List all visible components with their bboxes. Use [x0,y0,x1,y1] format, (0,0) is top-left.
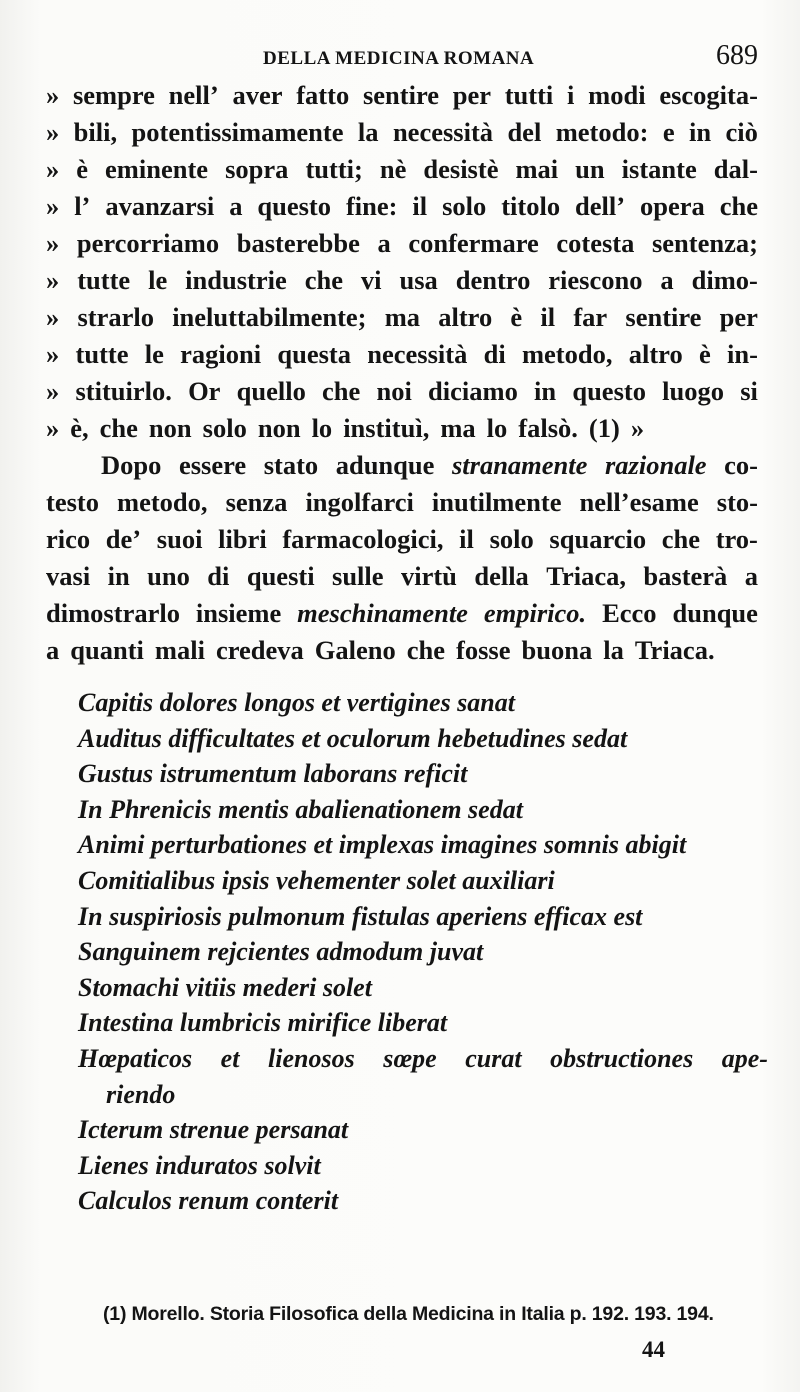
word: è [76,154,89,184]
word: il [540,302,556,332]
verse-line: Gustus istrumentum laborans reficit [78,759,468,789]
word: che [304,265,343,295]
word: dimo- [691,265,758,295]
word: in [534,376,557,406]
word: bili, [73,117,118,147]
text-line [46,228,758,265]
word: sopra [225,154,289,184]
word: meschinamente [297,598,468,628]
word: sto- [716,487,758,517]
text-line [46,524,758,561]
word: ragioni [180,339,262,369]
word: opera [640,191,705,221]
word: Hœpaticos [78,1043,193,1073]
word: fine: [345,191,398,221]
word: libri [218,524,267,554]
text-line [46,376,758,413]
word: fosse [456,635,511,665]
word: virtù [400,561,457,591]
word: per [452,80,491,110]
word: » [46,413,60,443]
word: modi [588,80,646,110]
word: de’ [105,524,142,554]
text-line [46,635,758,672]
word: che [322,376,361,406]
word: testo [46,487,99,517]
verse-line: Comitialibus ipsis vehementer solet auxiliari [78,865,555,895]
word: vi [360,265,382,295]
word: le [148,265,168,295]
word: nè [379,154,407,184]
word: curat [465,1043,522,1073]
word: percorriamo [76,228,220,258]
word: basterebbe [236,228,360,258]
word: i [567,80,575,110]
word: credeva [215,635,304,665]
word: per [719,302,758,332]
verse-line: Animi perturbationes et implexas imagines somnis abigit [78,830,687,860]
word: metodo: [555,117,649,147]
word: falsò. [518,413,578,443]
word: in [689,117,712,147]
word: lienosos [268,1043,355,1073]
word: tutti [504,80,554,110]
word: questo [572,376,646,406]
word: potentissimamente [131,117,344,147]
verse-line: Calculos renum conterit [78,1186,339,1216]
word: riescono [548,265,643,295]
word: solo [489,524,534,554]
word: » [630,413,645,443]
word: altro [628,339,683,369]
word: Triaca. [634,635,715,665]
word: non [148,413,192,443]
word: co- [724,450,758,480]
word: buona [521,635,593,665]
word: altro [438,302,493,332]
word: ciò [725,117,758,147]
text-line [46,413,758,450]
word: rico [46,524,91,554]
word: questa [277,339,351,369]
word: a [377,228,391,258]
text-line [46,561,758,598]
word: a [660,265,674,295]
word: razionale [604,450,707,480]
word: ineluttabilmente; [172,302,367,332]
verse-line: riendo [106,1079,176,1109]
text-line [46,117,758,154]
verse-line: Capitis dolores longos et vertigines sanat [78,688,515,717]
verse-line: Lienes induratos solvit [78,1150,321,1180]
word: la [603,635,624,665]
verse-line: Auditus difficultates et oculorum hebetudines sedat [78,723,628,753]
word: lo [311,413,333,443]
word: inutilmente [431,487,562,517]
word: l’ [74,191,91,221]
text-line [46,450,758,487]
word: sulle [332,561,384,591]
word: uno [147,561,190,591]
text-line [46,154,758,191]
word: » [46,80,60,110]
word: strarlo [77,302,154,332]
word: metodo, [117,487,208,517]
word: desistè [423,154,499,184]
word: la [357,117,379,147]
word: necessità [392,117,494,147]
word: stato [263,450,319,480]
verse-line [78,1044,768,1080]
word: il [459,524,474,554]
word: confermare [408,228,539,258]
word: quanti [70,635,144,665]
verse-line: Intestina lumbricis mirifice liberat [78,1008,448,1038]
word: un [575,154,605,184]
word: dunque [672,598,758,628]
text-line [46,339,758,376]
word: mai [515,154,559,184]
word: sentire [625,302,702,332]
word: a [229,191,243,221]
word: avanzarsi [105,191,215,221]
word: non [257,413,301,443]
word: della [474,561,529,591]
word: solo [442,191,487,221]
word: Galeno [314,635,396,665]
word: tro- [715,524,758,554]
word: sœpe [383,1043,437,1073]
word: necessità [367,339,468,369]
word: in- [726,339,758,369]
word: squarcio [549,524,647,554]
text-line [46,598,758,635]
word: » [46,302,60,332]
word: usa [399,265,438,295]
word: che [661,524,701,554]
word: tutti; [305,154,363,184]
word: di [207,561,230,591]
word: ma [384,302,421,332]
word: titolo [501,191,561,221]
verse-line: Stomachi vitiis mederi solet [78,972,372,1002]
word: di [483,339,506,369]
word: » [46,228,60,258]
word: senza [225,487,288,517]
word: diciamo [428,376,518,406]
word: » [46,376,60,406]
word: che [719,191,758,221]
word: che [406,635,446,665]
word: vasi [46,561,91,591]
verse-line: In suspiriosis pulmonum fistulas aperiens efficax est [78,901,643,931]
word: e [662,117,675,147]
word: suoi [156,524,203,554]
word: noi [376,376,412,406]
word: questi [246,561,315,591]
word: fatto [296,80,350,110]
word: Or [188,376,221,406]
word: si [740,376,758,406]
word: luogo [662,376,725,406]
word: è [510,302,523,332]
word: istante [621,154,697,184]
word: » [46,265,60,295]
verse-line: Icterum strenue persanat [78,1115,349,1145]
word: obstructiones [550,1043,694,1073]
text-line [46,265,758,302]
word: Dopo [101,450,162,480]
word: » [46,154,60,184]
running-head: DELLA MEDICINA ROMANA [263,48,535,69]
word: mali [154,635,205,665]
word: sentire [362,80,439,110]
word: adunque [335,450,435,480]
word: » [46,117,60,147]
word: sentenza; [651,228,758,258]
word: che [99,413,138,443]
word: basterà [643,561,728,591]
word: cotesta [556,228,635,258]
word: solo [202,413,247,443]
word: ape- [721,1043,768,1073]
text-line [46,302,758,339]
page-number: 689 [716,40,758,71]
word: instituì, [343,413,430,443]
word: ingolfarci [305,487,414,517]
page-header [48,40,760,76]
word: sempre [72,80,155,110]
word: quello [236,376,306,406]
word: stranamente [451,450,588,480]
word: empirico. [483,598,587,628]
word: a [744,561,758,591]
word: essere [178,450,247,480]
word: Triaca, [546,561,626,591]
word: metodo, [521,339,613,369]
word: farmacologici, [282,524,444,554]
word: tutte [75,339,129,369]
word: insieme [195,598,282,628]
word: dal- [713,154,758,184]
verse-line: In Phrenicis mentis abalienationem sedat [78,794,523,824]
word: è [698,339,711,369]
word: aver [232,80,283,110]
word: eminente [105,154,209,184]
word: far [573,302,608,332]
word: a [46,635,60,665]
word: le [144,339,164,369]
footnote: (1) Morello. Storia Filosofica della Medicina in Italia p. 192. 193. 194. [103,1303,714,1325]
main-text [46,80,758,672]
word: in [107,561,130,591]
word: » [46,339,60,369]
word: escogita- [659,80,758,110]
text-line [46,80,758,117]
word: dentro [455,265,531,295]
verse-line: Sanguinem rejcientes admodum juvat [78,937,484,967]
word: è, [70,413,89,443]
word: (1) [588,413,620,443]
word: dell’ [575,191,626,221]
word: stituirlo. [75,376,172,406]
word: del [507,117,542,147]
word: tutte [77,265,131,295]
word: » [46,191,60,221]
word: lo [486,413,508,443]
latin-verse-list [78,688,768,1222]
word: et [220,1043,240,1073]
word: questo [257,191,332,221]
word: Ecco [602,598,657,628]
word: nell’ [168,80,219,110]
word: ma [440,413,476,443]
word: industrie [185,265,287,295]
word: dimostrarlo [46,598,180,628]
text-line [46,487,758,524]
signature-mark: 44 [642,1337,665,1362]
word: il [412,191,428,221]
text-line [46,191,758,228]
word: nell’esame [579,487,699,517]
